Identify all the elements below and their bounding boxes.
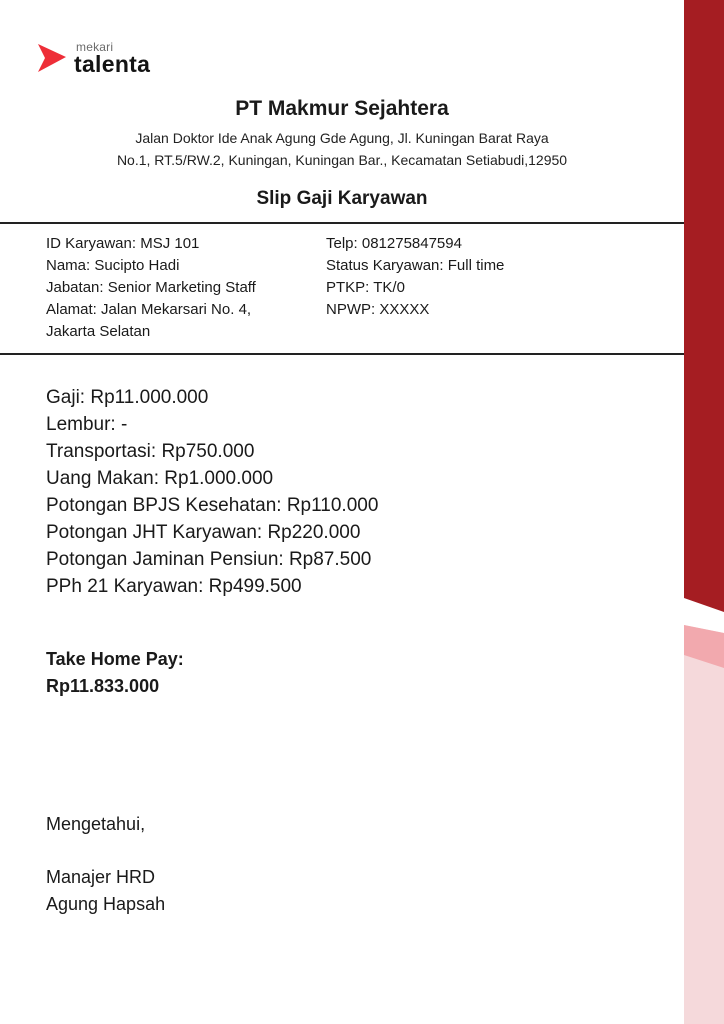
salary-item: Transportasi: Rp750.000 [46, 441, 255, 462]
employee-id: ID Karyawan: MSJ 101 [46, 235, 200, 252]
document-title: Slip Gaji Karyawan [256, 188, 428, 209]
company-name: PT Makmur Sejahtera [235, 97, 449, 120]
mid-band [684, 625, 724, 668]
company-address-line-2: No.1, RT.5/RW.2, Kuningan, Kuningan Bar., Kecamatan Setiabudi,12950 [116, 152, 568, 168]
top-divider [0, 222, 684, 224]
signature-block [46, 864, 165, 918]
salary-item: Lembur: - [46, 414, 128, 435]
bottom-divider [0, 353, 684, 355]
employee-status: Status Karyawan: Full time [326, 257, 505, 274]
acknowledge-text: Mengetahui, [46, 814, 146, 834]
logo-brand-small: mekari [76, 40, 114, 54]
employee-position: Jabatan: Senior Marketing Staff [46, 279, 256, 296]
salary-item: PPh 21 Karyawan: Rp499.500 [46, 576, 302, 597]
employee-address: Alamat: Jalan Mekarsari No. 4, Jakarta Selatan [46, 301, 252, 340]
salary-item: Potongan BPJS Kesehatan: Rp110.000 [46, 495, 379, 516]
company-address [0, 127, 684, 171]
employee-ptkp: PTKP: TK/0 [326, 279, 405, 296]
salary-item: Gaji: Rp11.000.000 [46, 387, 209, 408]
light-band [684, 625, 724, 1024]
salary-item: Potongan JHT Karyawan: Rp220.000 [46, 522, 361, 543]
salary-item: Potongan Jaminan Pensiun: Rp87.500 [46, 549, 372, 570]
employee-info-right [326, 233, 666, 321]
take-home-pay [46, 646, 184, 700]
employee-npwp: NPWP: XXXXX [326, 301, 430, 318]
employee-name: Nama: Sucipto Hadi [46, 257, 180, 274]
employee-info-left [46, 233, 301, 343]
take-home-pay-value: Rp11.833.000 [46, 676, 160, 696]
logo-brand-name: talenta [74, 51, 151, 77]
signer-name: Agung Hapsah [46, 894, 166, 914]
company-header [0, 97, 684, 171]
employee-phone: Telp: 081275847594 [326, 235, 462, 252]
talenta-logo-icon [36, 43, 68, 73]
company-logo [36, 40, 176, 80]
dark-band [684, 0, 724, 612]
take-home-pay-label: Take Home Pay: [46, 649, 184, 669]
signer-role: Manajer HRD [46, 867, 156, 887]
company-address-line-1: Jalan Doktor Ide Anak Agung Gde Agung, Jl. Kuningan Barat Raya [135, 130, 549, 146]
salary-item: Uang Makan: Rp1.000.000 [46, 468, 274, 489]
salary-items [46, 384, 378, 600]
